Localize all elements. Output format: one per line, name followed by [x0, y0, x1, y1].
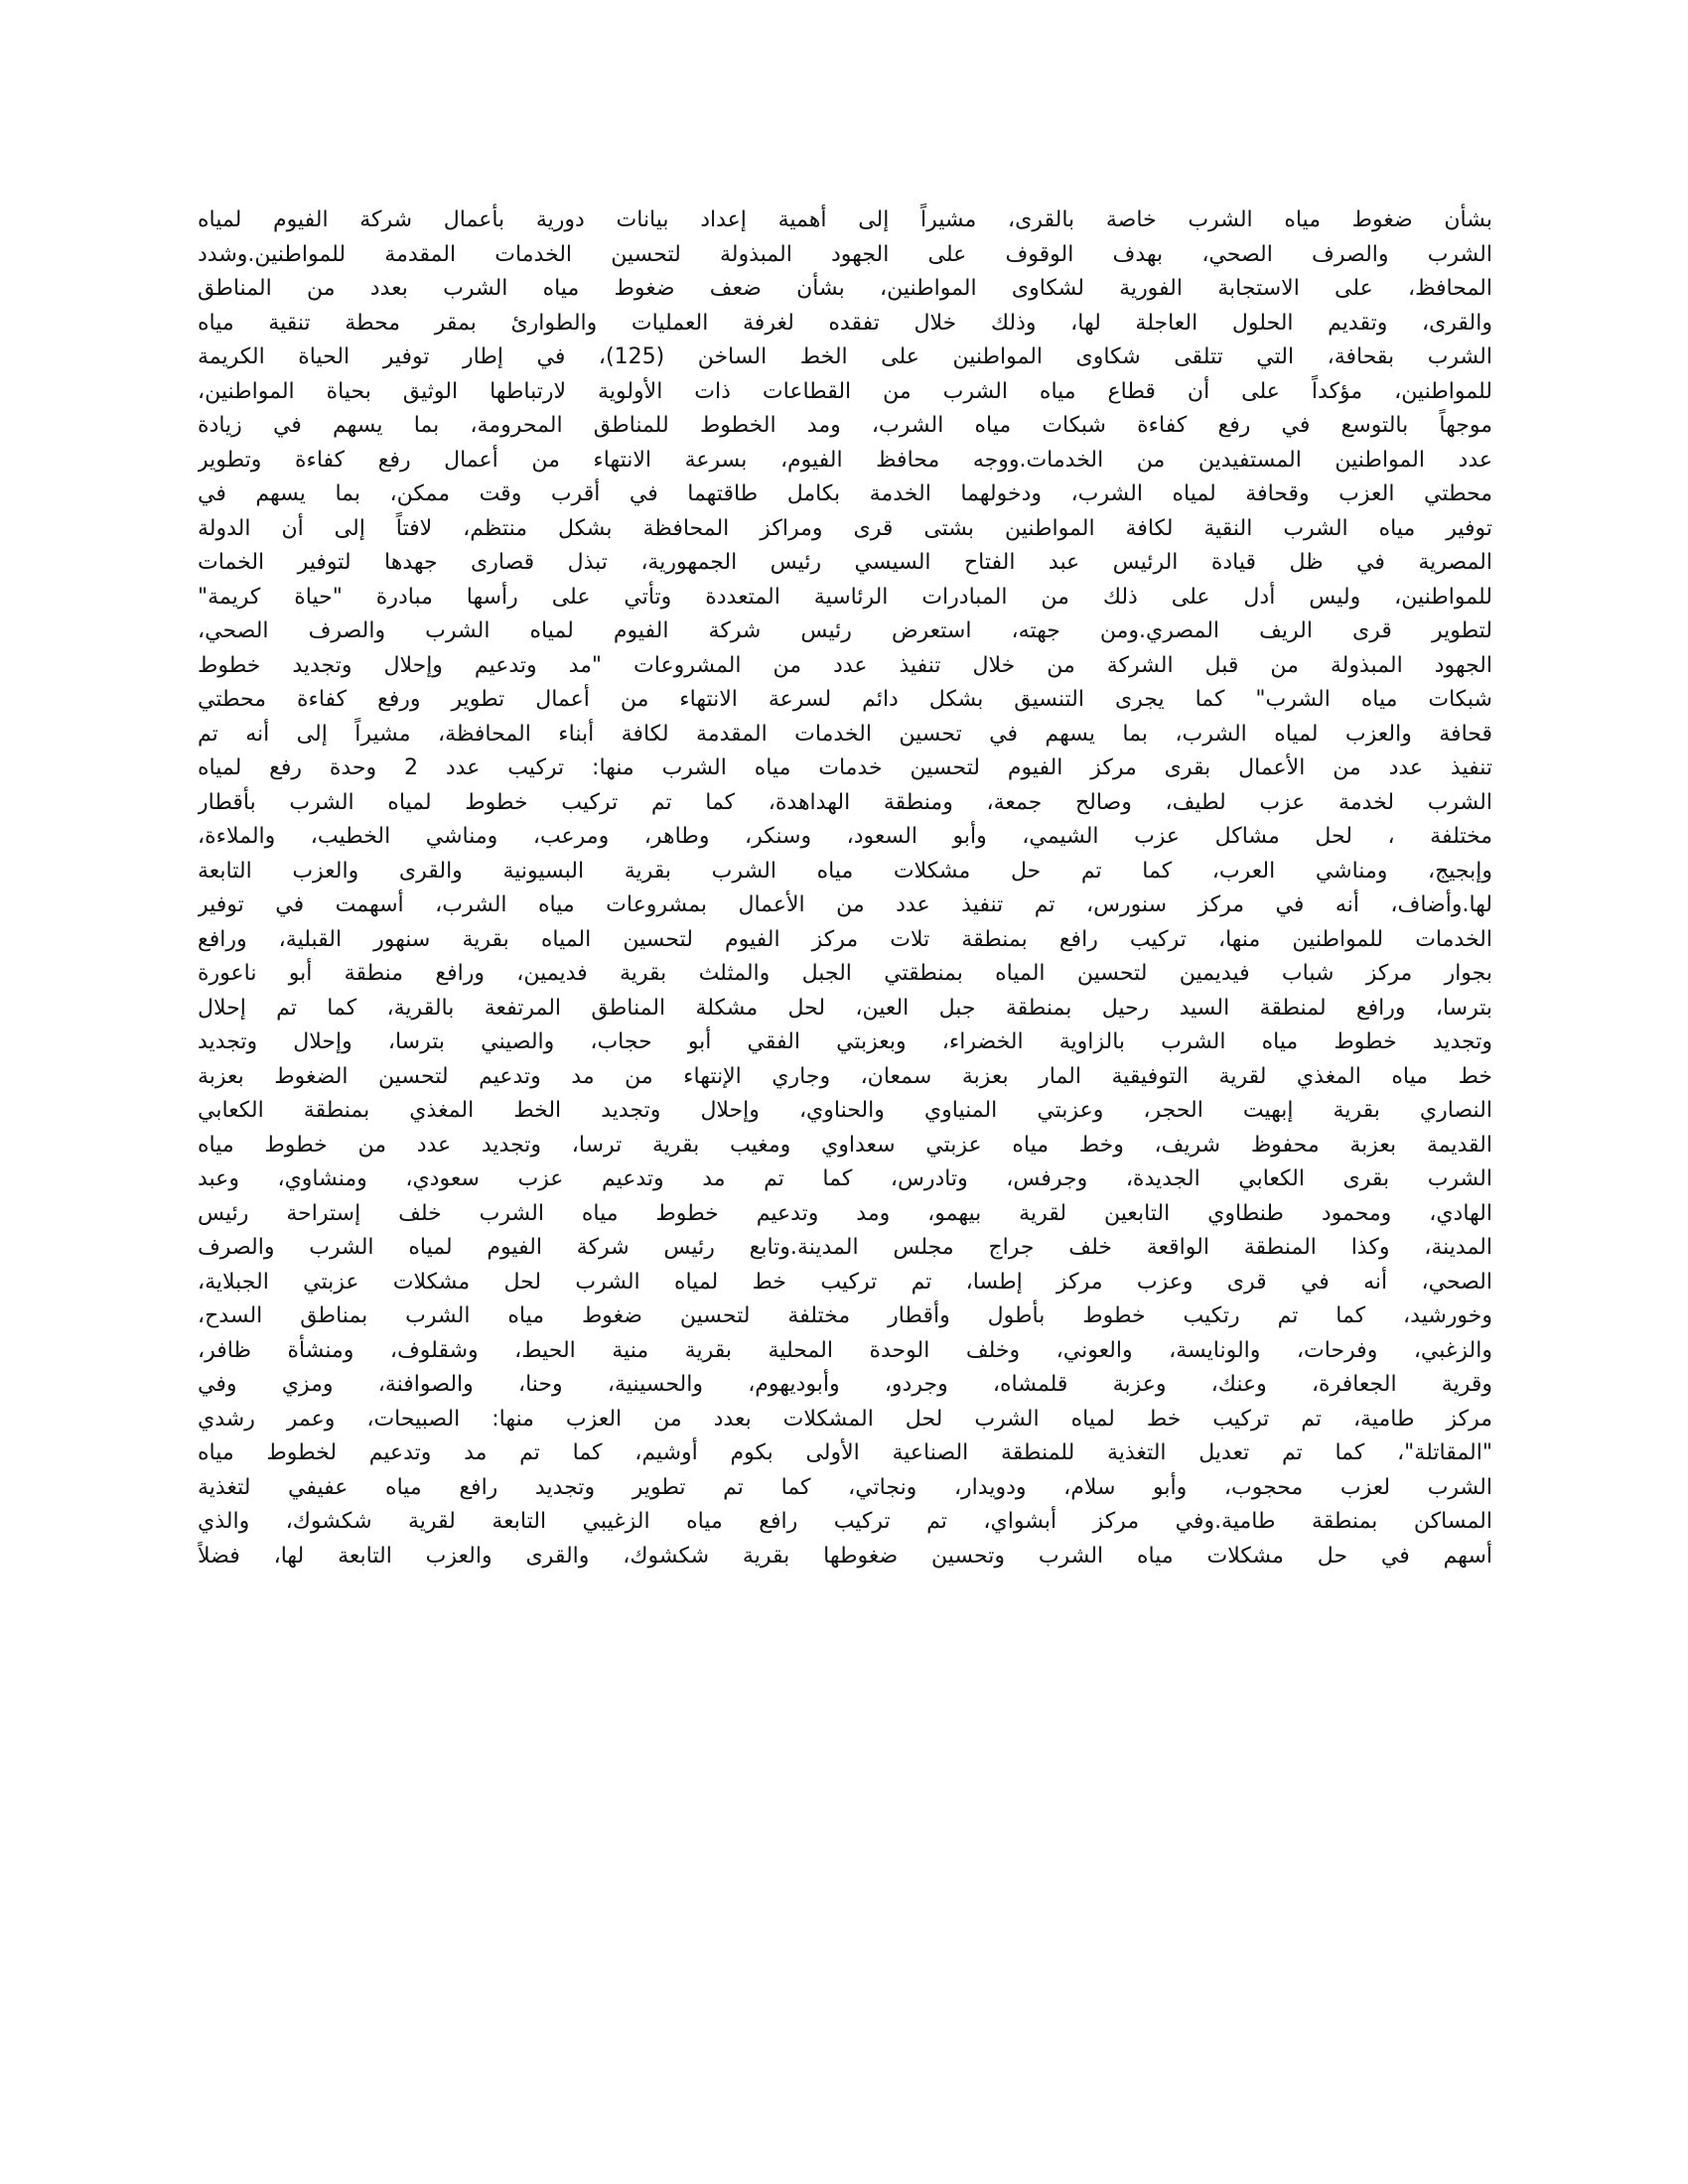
- text-line: أسهم في حل مشكلات مياه الشرب وتحسين ضغوطها بقرية شكشوك، والقرى والعزب التابعة لها، فضلاً: [198, 1543, 1492, 1569]
- text-line: خط مياه المغذي لقرية التوفيقية المار بعزبة سمعان، وجاري الإنتهاء من مد وتدعيم لتحسين الضغوط بعزبة: [198, 1063, 1492, 1089]
- text-line: المصرية في ظل قيادة الرئيس عبد الفتاح السيسي رئيس الجمهورية، تبذل قصارى جهدها لتوفير الخمات: [198, 550, 1492, 575]
- text-line: وتجديد خطوط مياه الشرب بالزاوية الخضراء، وبعزبتي الفقي أبو حجاب، والصيني بترسا، وإحلال وتجديد: [198, 1029, 1492, 1054]
- text-line: القديمة بعزبة محفوظ شريف، وخط مياه عزبتي سعداوي ومغيب بقرية ترسا، وتجديد عدد من خطوط مياه: [198, 1132, 1492, 1158]
- text-line: المحافظ، على الاستجابة الفورية لشكاوى المواطنين، بشأن ضعف ضغوط مياه الشرب بعدد من المناطق: [198, 276, 1492, 301]
- text-line: الشرب لعزب محجوب، وأبو سلام، ودويدار، ونجاتي، كما تم تطوير وتجديد رافع مياه عفيفي لتغذية: [198, 1474, 1492, 1500]
- text-line: وخورشيد، كما تم رتكيب خطوط بأطول وأقطار مختلفة لتحسين ضغوط مياه الشرب بمناطق السدح،: [198, 1303, 1492, 1328]
- text-line: الشرب بقرى الكعابي الجديدة، وجرفس، وتادرس، كما تم مد وتدعيم عزب سعودي، ومنشاوي، وعبد: [198, 1166, 1492, 1191]
- text-line: محطتي العزب وقحافة لمياه الشرب، ودخولهما الخدمة بكامل طاقتهما في أقرب وقت ممكن، بما يسهم في: [198, 481, 1492, 506]
- text-line: لتطوير قرى الريف المصري.ومن جهته، استعرض رئيس شركة الفيوم لمياه الشرب والصرف الصحي،: [198, 618, 1492, 643]
- text-line: والزغبي، وفرحات، والونايسة، والعوني، وخلف الوحدة المحلية بقرية منية الحيط، وشقلوف، ومنشأة ظافر،: [198, 1337, 1492, 1363]
- text-line: المدينة، وكذا المنطقة الواقعة خلف جراج مجلس المدينة.وتابع رئيس شركة الفيوم لمياه الشرب والصرف: [198, 1235, 1492, 1260]
- text-line: والقرى، وتقديم الحلول العاجلة لها، وذلك خلال تفقده لغرفة العمليات والطوارئ بمقر محطة تنقية مياه: [198, 310, 1492, 336]
- text-line: النصاري بقرية إبهيت الحجر، وعزبتي المنياوي والحناوي، وإحلال وتجديد الخط المغذي بمنطقة الكعابي: [198, 1098, 1492, 1123]
- text-line: لها.وأضاف، أنه في مركز سنورس، تم تنفيذ عدد من الأعمال بمشروعات مياه الشرب، أسهمت في توفير: [198, 892, 1492, 917]
- text-line: مركز طامية، تم تركيب خط لمياه الشرب لحل المشكلات بعدد من العزب منها: الصبيحات، وعمر رشدي: [198, 1406, 1492, 1432]
- text-line: الشرب والصرف الصحي، بهدف الوقوف على الجهود المبذولة لتحسين الخدمات المقدمة للمواطنين.وشدد: [198, 241, 1492, 267]
- text-line: وإبجيج، ومناشي العرب، كما تم حل مشكلات مياه الشرب بقرية البسيونية والقرى والعزب التابعة: [198, 858, 1492, 884]
- text-line: بشأن ضغوط مياه الشرب خاصة بالقرى، مشيراً إلى أهمية إعداد بيانات دورية بأعمال شركة الفيوم لمياه: [198, 207, 1492, 232]
- text-line: الجهود المبذولة من قبل الشركة من خلال تنفيذ عدد من المشروعات "مد وتدعيم وإحلال وتجديد خطوط: [198, 652, 1492, 678]
- text-line: توفير مياه الشرب النقية لكافة المواطنين بشتى قرى ومراكز المحافظة بشكل منتظم، لافتاً إلى أن الدولة: [198, 515, 1492, 541]
- text-line: بجوار مركز شباب فيديمين لتحسين المياه بمنطقتي الجبل والمثلث بقرية فديمين، ورافع منطقة أبو ناعورة: [198, 961, 1492, 986]
- text-line: الشرب لخدمة عزب لطيف، وصالح جمعة، ومنطقة الهداهدة، كما تم تركيب خطوط لمياه الشرب بأقطار: [198, 789, 1492, 815]
- text-line: الشرب بقحافة، التي تتلقى شكاوى المواطنين على الخط الساخن (125)، في إطار توفير الحياة الكريمة: [198, 344, 1492, 369]
- text-line: موجهاً بالتوسع في رفع كفاءة شبكات مياه الشرب، ومد الخطوط للمناطق المحرومة، بما يسهم في زيادة: [198, 413, 1492, 438]
- text-line: الخدمات للمواطنين منها، تركيب رافع بمنطقة تلات مركز الفيوم لتحسين المياه بقرية سنهور القبلية، ورافع: [198, 926, 1492, 952]
- text-line: المساكن بمنطقة طامية.وفي مركز أبشواي، تم تركيب رافع مياه الزغيبي التابعة لقرية شكشوك، والذي: [198, 1509, 1492, 1534]
- text-line: بترسا، ورافع لمنطقة السيد رحيل بمنطقة جبل العين، لحل مشكلة المناطق المرتفعة بالقرية، كما تم إحلال: [198, 995, 1492, 1021]
- text-line: "المقاتلة"، كما تم تعديل التغذية للمنطقة الصناعية الأولى بكوم أوشيم، كما تم مد وتدعيم لخطوط مياه: [198, 1440, 1492, 1465]
- text-line: وقرية الجعافرة، وعنك، وعزبة قلمشاه، وجردو، وأبوديهوم، والحسينية، وحنا، والصوافنة، ومزي وفي: [198, 1372, 1492, 1397]
- text-line: قحافة والعزب لمياه الشرب، بما يسهم في تحسين الخدمات المقدمة لكافة أبناء المحافظة، مشيراً إلى أنه تم: [198, 721, 1492, 747]
- text-line: تنفيذ عدد من الأعمال بقرى مركز الفيوم لتحسين خدمات مياه الشرب منها: تركيب عدد 2 وحدة رفع لمياه: [198, 755, 1492, 780]
- text-line: للمواطنين، وليس أدل على ذلك من المبادرات الرئاسية المتعددة وتأتي على رأسها مبادرة "حياة كريمة": [198, 584, 1492, 610]
- text-line: للمواطنين، مؤكداً على أن قطاع مياه الشرب من القطاعات ذات الأولوية لارتباطها الوثيق بحياة المواطنين،: [198, 378, 1492, 404]
- article-body: [198, 204, 1492, 1573]
- text-line: شبكات مياه الشرب" كما يجرى التنسيق بشكل دائم لسرعة الانتهاء من أعمال تطوير ورفع كفاءة محطتي: [198, 687, 1492, 712]
- text-line: مختلفة ، لحل مشاكل عزب الشيمي، وأبو السعود، وسنكر، وطاهر، ومرعب، ومناشي الخطيب، والملاءة،: [198, 824, 1492, 849]
- text-line: عدد المواطنين المستفيدين من الخدمات.ووجه محافظ الفيوم، بسرعة الانتهاء من أعمال رفع كفاءة وتطوير: [198, 447, 1492, 473]
- text-line: الهادي، ومحمود طنطاوي التابعين لقرية بيهمو، ومد وتدعيم خطوط مياه الشرب خلف إستراحة رئيس: [198, 1200, 1492, 1226]
- text-line: الصحي، أنه في قرى وعزب مركز إطسا، تم تركيب خط لمياه الشرب لحل مشكلات عزبتي الجبلاية،: [198, 1269, 1492, 1295]
